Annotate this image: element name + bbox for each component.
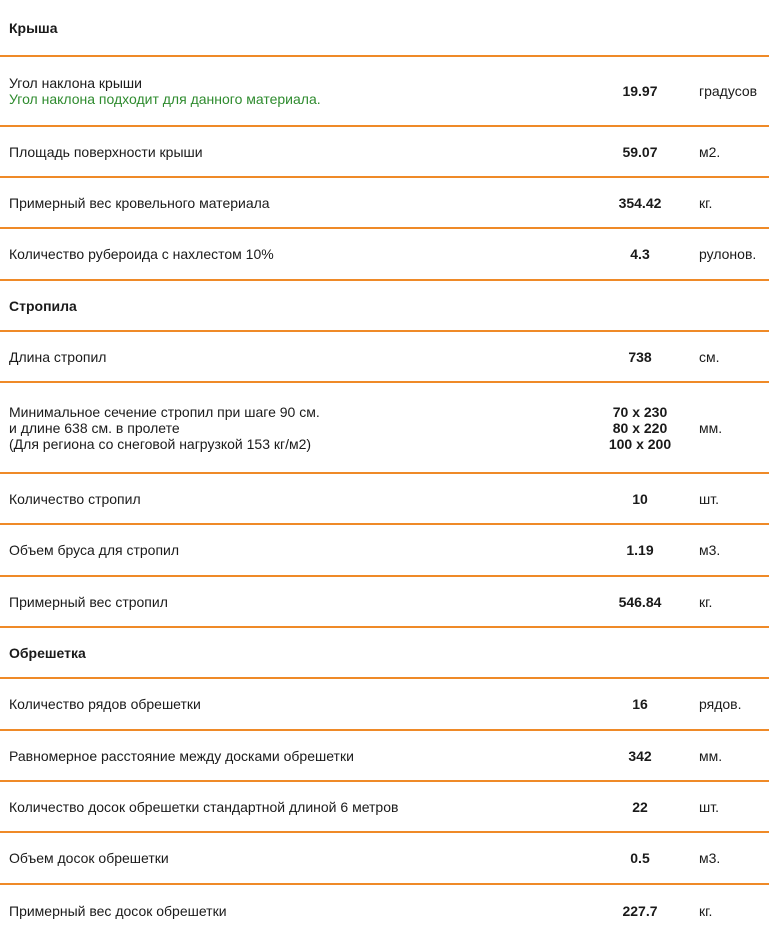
row-unit: см. bbox=[699, 348, 720, 365]
section-title: Стропила bbox=[9, 297, 77, 314]
row-unit: шт. bbox=[699, 798, 719, 815]
row-label: Объем бруса для стропил bbox=[9, 542, 180, 558]
row-label-line: и длине 638 см. в пролете bbox=[9, 419, 180, 436]
row-label: Количество рядов обрешетки bbox=[9, 696, 201, 712]
row-label: Количество стропил bbox=[9, 490, 141, 507]
row-label-line: (Для региона со снеговой нагрузкой 153 кг/м2) bbox=[9, 435, 312, 452]
row-rafters-length bbox=[0, 332, 769, 383]
row-lathing-boards bbox=[0, 782, 769, 833]
row-label-line: Минимальное сечение стропил при шаге 90 см. bbox=[9, 403, 320, 420]
row-lathing-volume bbox=[0, 833, 769, 885]
row-label: Угол наклона крыши bbox=[9, 75, 142, 91]
row-value: 19.97 bbox=[622, 83, 658, 99]
row-unit: м3. bbox=[699, 542, 721, 558]
row-rafters-section bbox=[0, 383, 769, 474]
row-label: Длина стропил bbox=[9, 348, 107, 365]
section-roof-header bbox=[0, 0, 769, 57]
row-unit: кг. bbox=[699, 593, 713, 610]
section-size-value: 80 x 220 bbox=[612, 419, 668, 436]
section-lathing-header bbox=[0, 628, 769, 679]
row-value: 22 bbox=[632, 798, 648, 815]
row-unit: кг. bbox=[699, 902, 713, 919]
row-unit: рулонов. bbox=[699, 246, 757, 262]
row-value: 354.42 bbox=[618, 194, 662, 211]
row-value-group bbox=[570, 383, 710, 472]
row-value: 227.7 bbox=[622, 902, 658, 919]
pitch-ok-note: Угол наклона подходит для данного материала. bbox=[9, 91, 321, 107]
row-lathing-weight bbox=[0, 885, 769, 936]
section-title: Крыша bbox=[9, 19, 58, 36]
row-label: Площадь поверхности крыши bbox=[9, 143, 203, 160]
row-roof-area bbox=[0, 127, 769, 178]
row-label: Примерный вес досок обрешетки bbox=[9, 902, 227, 919]
row-label-group bbox=[9, 383, 320, 472]
row-rafters-volume bbox=[0, 525, 769, 577]
row-label: Примерный вес стропил bbox=[9, 593, 168, 610]
row-value: 0.5 bbox=[630, 850, 650, 866]
row-lathing-rows bbox=[0, 679, 769, 731]
row-unit: м3. bbox=[699, 850, 721, 866]
row-label: Объем досок обрешетки bbox=[9, 850, 169, 866]
row-lathing-spacing bbox=[0, 731, 769, 782]
row-rafters-count bbox=[0, 474, 769, 525]
row-unit: м2. bbox=[699, 143, 721, 160]
row-unit: мм. bbox=[699, 419, 723, 436]
row-roof-weight bbox=[0, 178, 769, 229]
row-value: 59.07 bbox=[622, 143, 658, 160]
section-size-value: 70 x 230 bbox=[612, 403, 668, 420]
section-size-value: 100 x 200 bbox=[608, 435, 672, 452]
row-label-group bbox=[9, 57, 321, 125]
row-unit: кг. bbox=[699, 194, 713, 211]
row-unit: мм. bbox=[699, 747, 723, 764]
row-value: 1.19 bbox=[626, 542, 654, 558]
row-value: 738 bbox=[628, 348, 652, 365]
row-roof-ruberoid bbox=[0, 229, 769, 281]
row-value: 16 bbox=[632, 696, 648, 712]
row-label: Равномерное расстояние между досками обрешетки bbox=[9, 747, 354, 764]
row-roof-pitch bbox=[0, 57, 769, 127]
row-label: Примерный вес кровельного материала bbox=[9, 194, 270, 211]
row-value: 546.84 bbox=[618, 593, 662, 610]
row-unit: градусов bbox=[699, 83, 758, 99]
section-title: Обрешетка bbox=[9, 644, 86, 661]
row-value: 10 bbox=[632, 490, 648, 507]
row-value: 342 bbox=[628, 747, 652, 764]
row-rafters-weight bbox=[0, 577, 769, 628]
row-unit: шт. bbox=[699, 490, 719, 507]
row-label: Количество рубероида с нахлестом 10% bbox=[9, 246, 274, 262]
row-label: Количество досок обрешетки стандартной длиной 6 метров bbox=[9, 798, 399, 815]
row-value: 4.3 bbox=[630, 246, 650, 262]
row-unit: рядов. bbox=[699, 696, 742, 712]
section-rafters-header bbox=[0, 281, 769, 332]
